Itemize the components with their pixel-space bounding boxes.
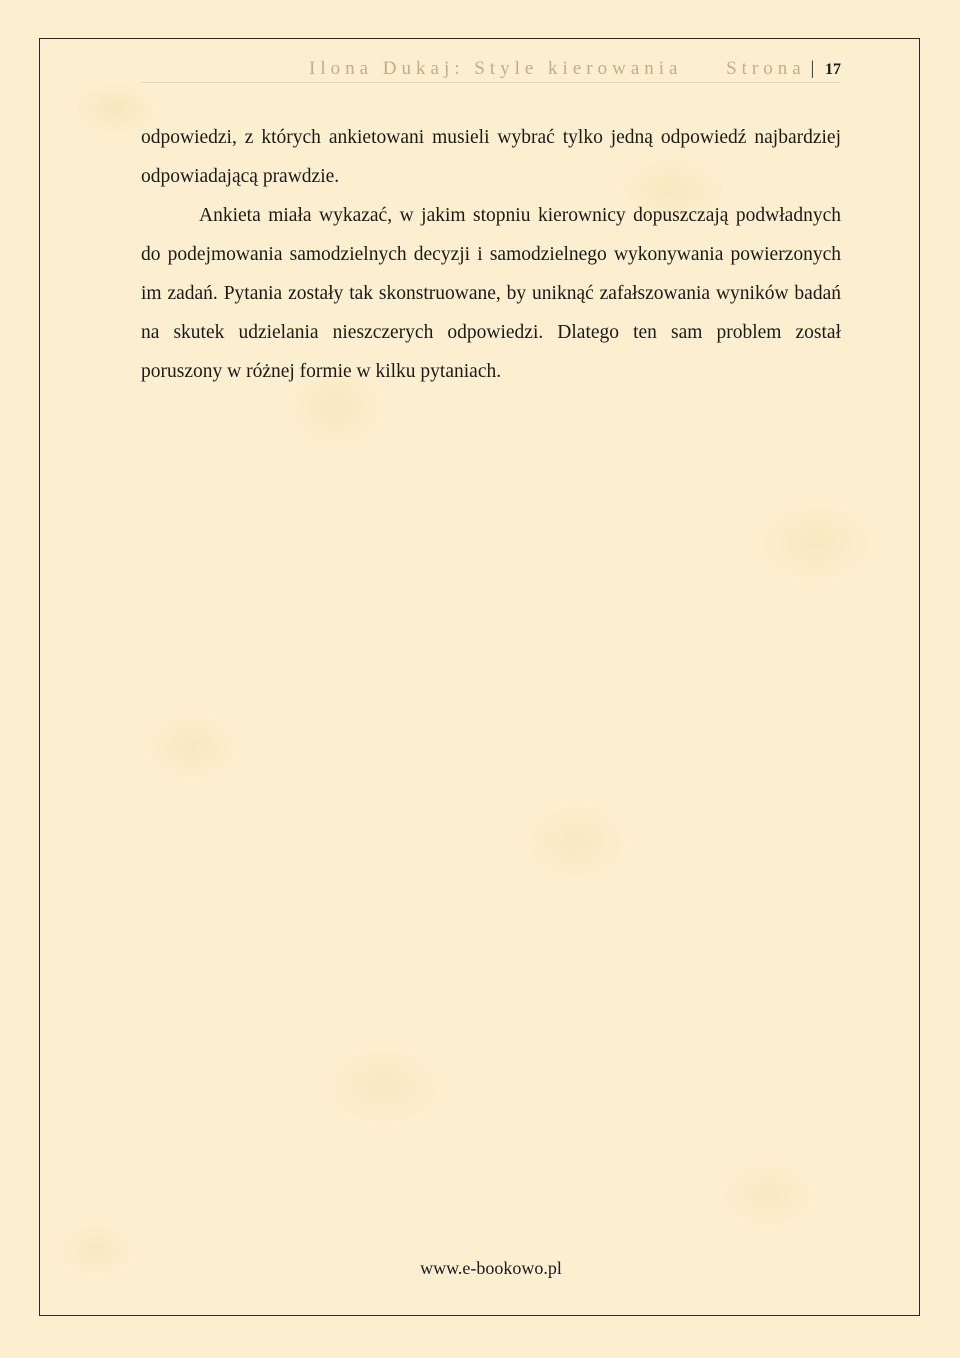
footer-website: www.e-bookowo.pl (420, 1258, 562, 1278)
page-number: 17 (825, 61, 841, 78)
header-page-indicator (726, 58, 841, 81)
header-title: Ilona Dukaj: Style kierowania (309, 58, 683, 79)
header-page-label: Strona (726, 58, 806, 79)
header-separator: | (810, 58, 815, 79)
paragraph-continued: odpowiedzi, z których ankietowani musieli wybrać tylko jedną odpowiedź najbardziej odpowiadającą prawdzie. (141, 127, 841, 187)
page-body (141, 118, 841, 391)
paragraph: Ankieta miała wykazać, w jakim stopniu kierownicy dopuszczają podwładnych do podejmowania samodzielnych decyzji i samodzielnego wykonywania powierzonych im zadań. Pytania zostały tak skonstruowane, by uniknąć zafałszowania wyników badań na skutek udzielania nieszczerych odpowiedzi. Dlatego ten sam problem został poruszony w różnej formie w kilku pytaniach. (141, 205, 841, 382)
running-header (141, 58, 841, 83)
